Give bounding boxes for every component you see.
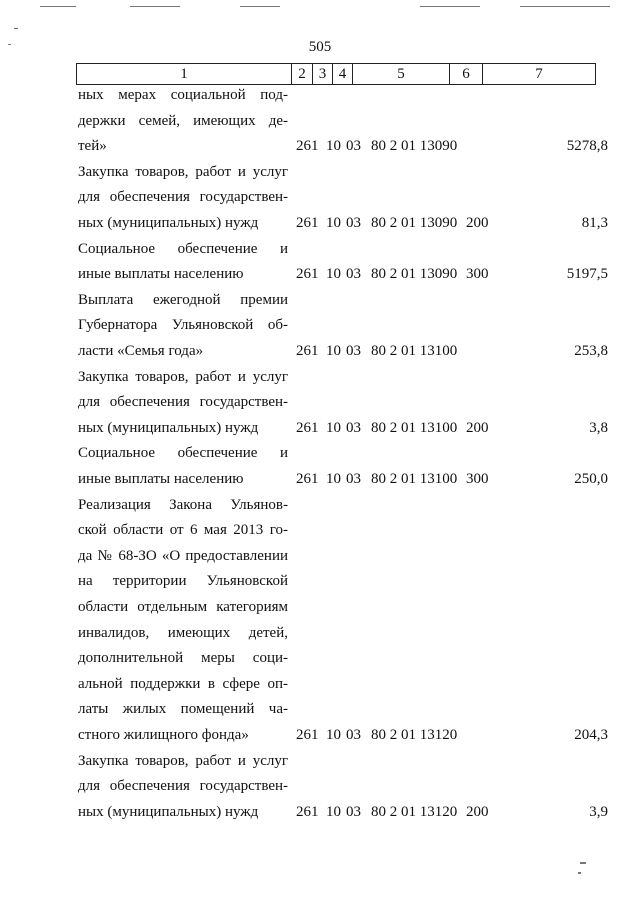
cell-c2: 261 bbox=[296, 343, 319, 359]
cell-c7: 5278,8 bbox=[566, 138, 608, 155]
table-row bbox=[0, 287, 640, 313]
table-row bbox=[0, 159, 640, 185]
row-description: Выплата ежегодной премии bbox=[78, 291, 288, 308]
cell-c2: 261 bbox=[296, 803, 319, 820]
cell-c4: 03 bbox=[346, 343, 361, 359]
cell-c6: 300 bbox=[466, 471, 489, 487]
cell-c7: 250,0 bbox=[574, 471, 608, 487]
table-row bbox=[0, 492, 640, 518]
row-description: Губернатора Ульяновской об- bbox=[78, 317, 288, 334]
cell-c4: 03 bbox=[346, 803, 361, 820]
page-number: 505 bbox=[308, 39, 332, 55]
cell-c6: 200 bbox=[466, 215, 489, 231]
cell-c3: 10 bbox=[326, 266, 341, 283]
cell-c6: 200 bbox=[466, 803, 489, 820]
table-row bbox=[0, 236, 640, 262]
cell-c5: 80 2 01 13120 bbox=[371, 803, 458, 820]
cell-c6: 200 bbox=[466, 419, 489, 436]
table-row bbox=[0, 261, 640, 287]
table-row bbox=[0, 415, 640, 441]
table-row bbox=[0, 389, 640, 415]
cell-c5: 80 2 01 13090 bbox=[371, 215, 458, 231]
row-description: на территории Ульяновской bbox=[78, 573, 288, 590]
row-description: дополнительной меры соци- bbox=[78, 650, 288, 667]
cell-c5: 80 2 01 13090 bbox=[371, 266, 458, 283]
row-description: ской области от 6 мая 2013 го- bbox=[78, 522, 288, 539]
row-description: стного жилищного фонда» bbox=[78, 727, 249, 743]
row-description: ных мерах социальной под- bbox=[78, 87, 288, 103]
cell-c7: 81,3 bbox=[581, 215, 608, 231]
table-row bbox=[0, 722, 640, 748]
table-row bbox=[0, 594, 640, 620]
table-row bbox=[0, 671, 640, 697]
table-row bbox=[0, 312, 640, 338]
row-description: латы жилых помещений ча- bbox=[78, 701, 288, 718]
cell-c4: 03 bbox=[346, 471, 361, 487]
row-description: ласти «Семья года» bbox=[78, 343, 204, 359]
cell-c5: 80 2 01 13100 bbox=[371, 343, 458, 359]
row-description: инвалидов, имеющих детей, bbox=[78, 624, 288, 641]
cell-c7: 253,8 bbox=[574, 343, 608, 359]
column-header-7: 7 bbox=[483, 64, 596, 85]
table-row bbox=[0, 773, 640, 799]
cell-c3: 10 bbox=[326, 138, 341, 155]
table-row bbox=[0, 364, 640, 390]
cell-c7: 3,9 bbox=[589, 803, 608, 820]
row-description: для обеспечения государствен- bbox=[78, 189, 288, 206]
row-description: ных (муниципальных) нужд bbox=[78, 215, 259, 231]
cell-c5: 80 2 01 13090 bbox=[371, 138, 458, 155]
cell-c5: 80 2 01 13120 bbox=[371, 727, 458, 743]
row-description: иные выплаты населению bbox=[78, 266, 244, 283]
row-description: Социальное обеспечение и bbox=[78, 445, 288, 462]
cell-c2: 261 bbox=[296, 266, 319, 283]
cell-c7: 5197,5 bbox=[566, 266, 608, 283]
cell-c7: 204,3 bbox=[574, 727, 608, 743]
column-header-5: 5 bbox=[353, 64, 450, 85]
row-description: для обеспечения государствен- bbox=[78, 394, 288, 411]
cell-c3: 10 bbox=[326, 343, 341, 359]
table-row bbox=[0, 184, 640, 210]
table-row bbox=[0, 799, 640, 825]
cell-c5: 80 2 01 13100 bbox=[371, 471, 458, 487]
table-row bbox=[0, 338, 640, 364]
row-description: Закупка товаров, работ и услуг bbox=[78, 368, 288, 385]
cell-c3: 10 bbox=[326, 471, 341, 487]
cell-c4: 03 bbox=[346, 266, 361, 283]
row-description: альной поддержки в сфере оп- bbox=[78, 675, 288, 692]
cell-c5: 80 2 01 13100 bbox=[371, 419, 458, 436]
cell-c3: 10 bbox=[326, 215, 341, 231]
row-description: ных (муниципальных) нужд bbox=[78, 803, 259, 820]
column-header-4: 4 bbox=[333, 64, 353, 85]
cell-c4: 03 bbox=[346, 138, 361, 155]
row-description: Социальное обеспечение и bbox=[78, 240, 288, 257]
table-row bbox=[0, 210, 640, 236]
table-row bbox=[0, 543, 640, 569]
table-row bbox=[0, 466, 640, 492]
row-description: да № 68-ЗО «О предоставлении bbox=[78, 547, 288, 564]
cell-c6: 300 bbox=[466, 266, 489, 283]
table-row bbox=[0, 108, 640, 134]
row-description: Реализация Закона Ульянов- bbox=[78, 496, 288, 513]
cell-c4: 03 bbox=[346, 419, 361, 436]
column-header-3: 3 bbox=[313, 64, 333, 85]
cell-c4: 03 bbox=[346, 215, 361, 231]
table-row bbox=[0, 620, 640, 646]
row-description: области отдельным категориям bbox=[78, 599, 288, 615]
cell-c3: 10 bbox=[326, 419, 341, 436]
table-row bbox=[0, 440, 640, 466]
column-header-6: 6 bbox=[450, 64, 483, 85]
cell-c2: 261 bbox=[296, 471, 319, 487]
table-row bbox=[0, 748, 640, 774]
cell-c2: 261 bbox=[296, 138, 319, 155]
column-header-1: 1 bbox=[77, 64, 292, 85]
row-description: Закупка товаров, работ и услуг bbox=[78, 163, 288, 180]
row-description: иные выплаты населению bbox=[78, 471, 244, 487]
cell-c2: 261 bbox=[296, 727, 319, 743]
row-description: Закупка товаров, работ и услуг bbox=[78, 752, 288, 769]
cell-c2: 261 bbox=[296, 419, 319, 436]
table-row bbox=[0, 645, 640, 671]
cell-c3: 10 bbox=[326, 803, 341, 820]
table-row bbox=[0, 696, 640, 722]
cell-c7: 3,8 bbox=[589, 419, 608, 436]
row-description: ных (муниципальных) нужд bbox=[78, 419, 259, 436]
cell-c2: 261 bbox=[296, 215, 319, 231]
column-header-2: 2 bbox=[292, 64, 313, 85]
table-row bbox=[0, 568, 640, 594]
row-description: держки семей, имеющих де- bbox=[78, 112, 288, 129]
cell-c4: 03 bbox=[346, 727, 361, 743]
table-row bbox=[0, 82, 640, 108]
row-description: для обеспечения государствен- bbox=[78, 778, 288, 795]
table-row bbox=[0, 133, 640, 159]
row-description: тей» bbox=[78, 138, 107, 155]
table-row bbox=[0, 517, 640, 543]
cell-c3: 10 bbox=[326, 727, 341, 743]
